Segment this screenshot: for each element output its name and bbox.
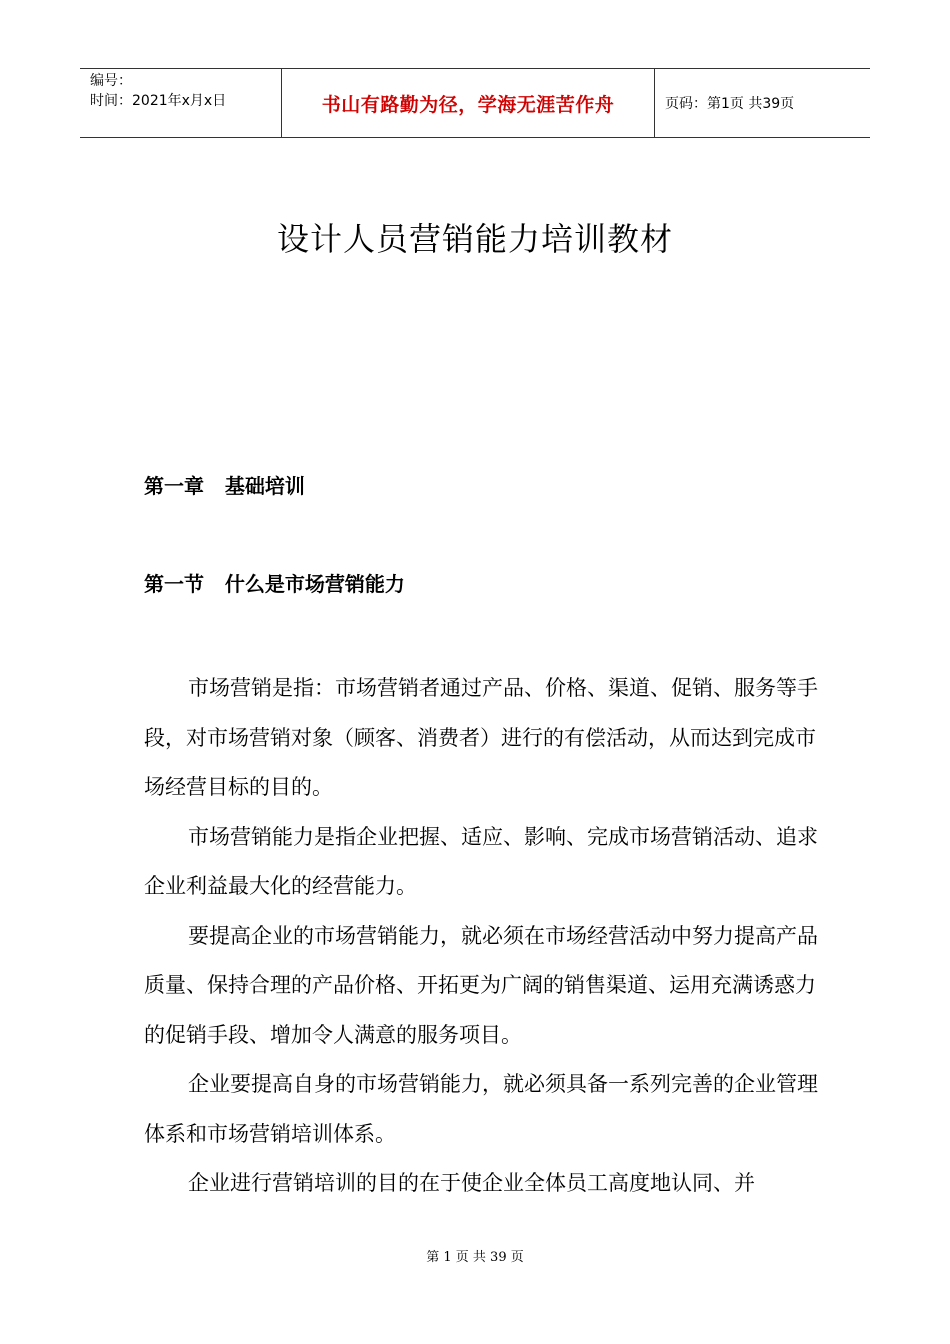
- motto-text: 书山有路勤为径，学海无涯苦作舟: [321, 93, 615, 116]
- document-header: [80, 68, 870, 138]
- paragraph: 市场营销能力是指企业把握、适应、影响、完成市场营销活动、追求企业利益最大化的经营能力。: [144, 824, 818, 898]
- body-text: [144, 664, 824, 1209]
- number-label: 编号：: [90, 73, 132, 89]
- document-title: 设计人员营销能力培训教材: [276, 220, 673, 258]
- page-info: 页码：第1页 共39页: [665, 96, 795, 112]
- date-label: 时间：2021年x月x日: [90, 93, 227, 109]
- chapter-heading: 第一章 基础培训: [144, 474, 305, 498]
- header-motto-cell: [282, 69, 655, 137]
- header-meta-cell: [80, 69, 282, 137]
- paragraph: 市场营销是指：市场营销者通过产品、价格、渠道、促销、服务等手段，对市场营销对象（顾客、消费者）进行的有偿活动，从而达到完成市场经营目标的目的。: [144, 676, 818, 799]
- header-page-cell: [655, 69, 870, 137]
- paragraph: 要提高企业的市场营销能力，就必须在市场经营活动中努力提高产品质量、保持合理的产品价格、开拓更为广阔的销售渠道、运用充满诱惑力的促销手段、增加令人满意的服务项目。: [144, 923, 818, 1047]
- paragraph: 企业要提高自身的市场营销能力，就必须具备一系列完善的企业管理体系和市场营销培训体系。: [144, 1072, 818, 1146]
- page-footer: 第 1 页 共 39 页: [426, 1250, 524, 1265]
- paragraph: 企业进行营销培训的目的在于使企业全体员工高度地认同、并: [188, 1171, 755, 1195]
- section-heading: 第一节 什么是市场营销能力: [144, 572, 405, 596]
